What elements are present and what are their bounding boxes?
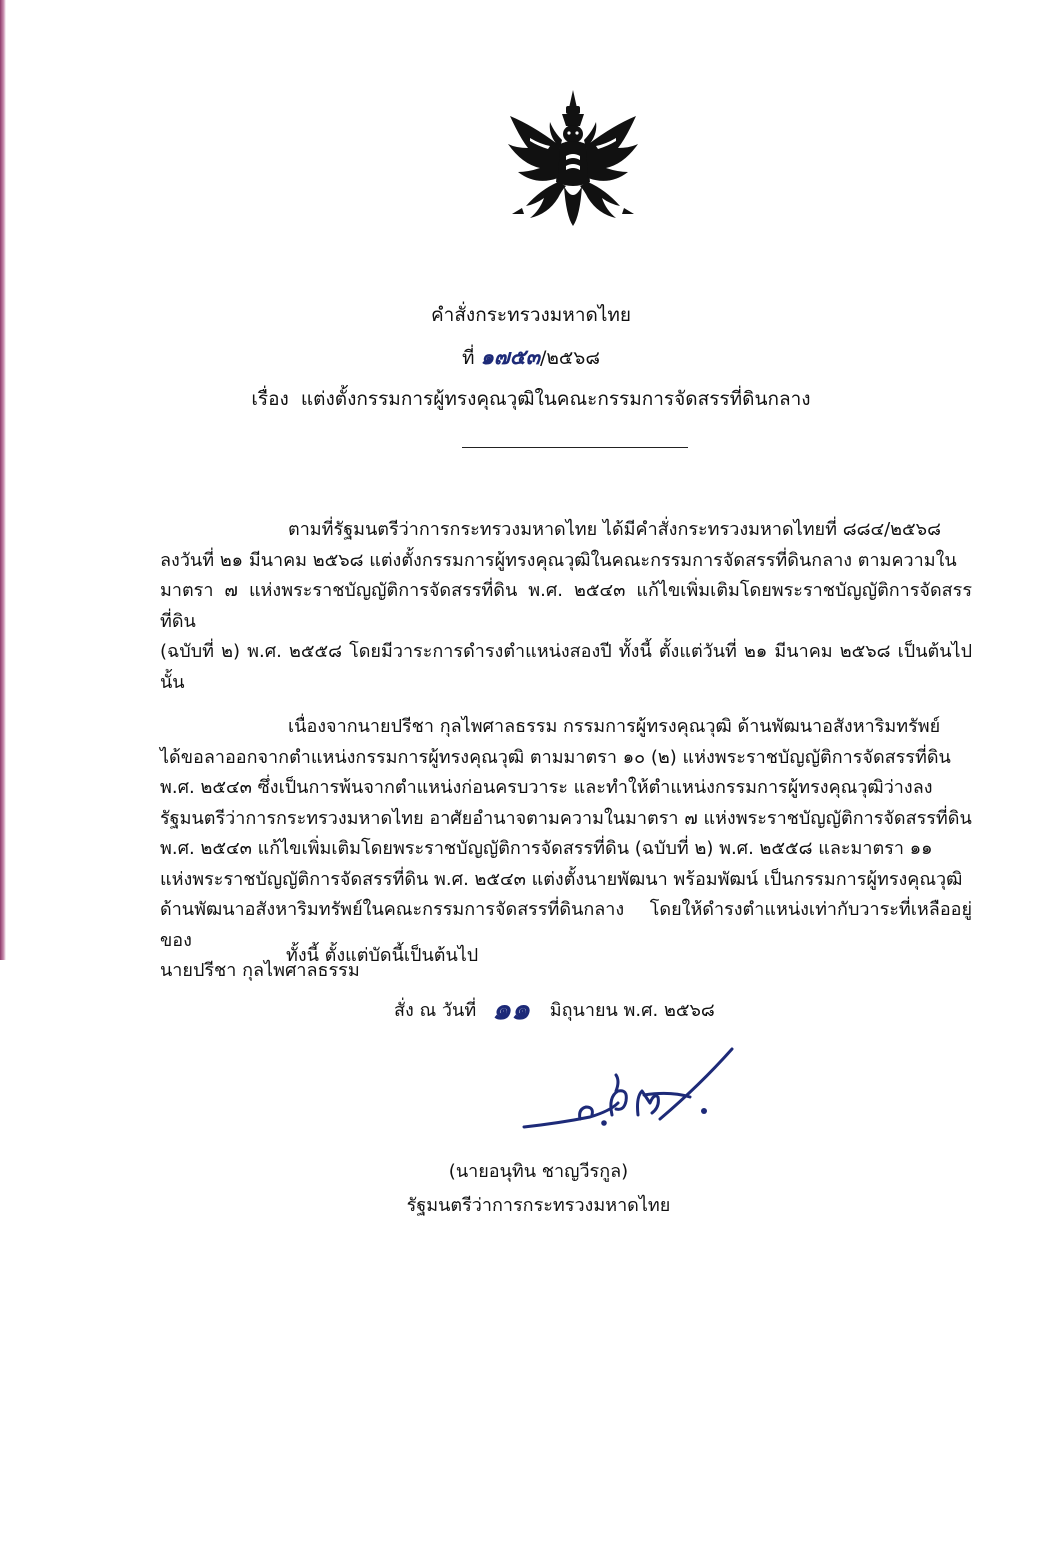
date-prefix: สั่ง ณ วันที่ — [394, 1000, 477, 1021]
title-divider — [462, 447, 688, 448]
subject-label: เรื่อง — [251, 388, 289, 410]
document-title: คำสั่งกระทรวงมหาดไทย — [430, 304, 632, 326]
closing-line: ทั้งนี้ ตั้งแต่บัดนี้เป็นต้นไป — [286, 945, 479, 966]
signer-name: (นายอนุทิน ชาญวีรกูล) — [448, 1161, 629, 1182]
order-number-handwritten: ๑๗๕๓ — [480, 344, 540, 369]
garuda-emblem-icon — [500, 86, 646, 232]
order-date-line — [394, 986, 715, 1033]
handwritten-signature — [520, 1045, 740, 1140]
order-number-prefix: ที่ — [462, 347, 475, 369]
body-paragraph: เนื่องจากนายปรีชา กุลไพศาลธรรม กรรมการผู้ทรงคุณวุฒิ ด้านพัฒนาอสังหาริมทรัพย์ ได้ขอลาออกจากตำแหน่งกรรมการผู้ทรงคุณวุฒิ ตามมาตรา ๑๐ (๒) แห่งพระราชบัญญัติการจัดสรรที่ดิน พ.ศ. ๒๕๔๓ ซึ่งเป็นการพ้นจากตำแหน่งก่อนครบวาระ และทำให้ตำแหน่งกรรมการผู้ทรงคุณวุฒิว่างลง รัฐมนตรีว่าการกระทรวงมหาดไทย อาศัยอำนาจตามความในมาตรา ๗ แห่งพระราชบัญญัติการจัดสรรที่ดิน พ.ศ. ๒๕๔๓ แก้ไขเพิ่มเติมโดยพระราชบัญญัติการจัดสรรที่ดิน (ฉบับที่ ๒) พ.ศ. ๒๕๕๘ และมาตรา ๑๑ แห่งพระราชบัญญัติการจัดสรรที่ดิน พ.ศ. ๒๕๔๓ แต่งตั้งนายพัฒนา พร้อมพัฒน์ เป็นกรรมการผู้ทรงคุณวุฒิ ด้านพัฒนาอสังหาริมทรัพย์ในคณะกรรมการจัดสรรที่ดินกลาง โดยให้ดำรงตำแหน่งเท่ากับวาระที่เหลืออยู่ของ นายปรีชา กุลไพศาลธรรม — [160, 716, 972, 981]
document-body — [160, 515, 972, 1001]
date-day-handwritten: ๑๑ — [491, 992, 531, 1027]
date-month-year: มิถุนายน พ.ศ. ๒๕๖๘ — [549, 1000, 715, 1021]
subject-line — [0, 384, 1062, 414]
subject-text: แต่งตั้งกรรมการผู้ทรงคุณวุฒิในคณะกรรมการจัดสรรที่ดินกลาง — [300, 388, 811, 410]
signer-position: รัฐมนตรีว่าการกระทรวงมหาดไทย — [406, 1195, 671, 1216]
body-paragraph: ตามที่รัฐมนตรีว่าการกระทรวงมหาดไทย ได้มีคำสั่งกระทรวงมหาดไทยที่ ๘๘๔/๒๕๖๘ ลงวันที่ ๒๑ มีนาคม ๒๕๖๘ แต่งตั้งกรรมการผู้ทรงคุณวุฒิในคณะกรรมการจัดสรรที่ดินกลาง ตามความใน มาตรา ๗ แห่งพระราชบัญญัติการจัดสรรที่ดิน พ.ศ. ๒๕๔๓ แก้ไขเพิ่มเติมโดยพระราชบัญญัติการจัดสรรที่ดิน (ฉบับที่ ๒) พ.ศ. ๒๕๕๘ โดยมีวาระการดำรงตำแหน่งสองปี ทั้งนี้ ตั้งแต่วันที่ ๒๑ มีนาคม ๒๕๖๘ เป็นต้นไป นั้น — [160, 519, 972, 693]
order-number-line — [0, 341, 1062, 374]
order-number-suffix: /๒๕๖๘ — [539, 347, 600, 369]
